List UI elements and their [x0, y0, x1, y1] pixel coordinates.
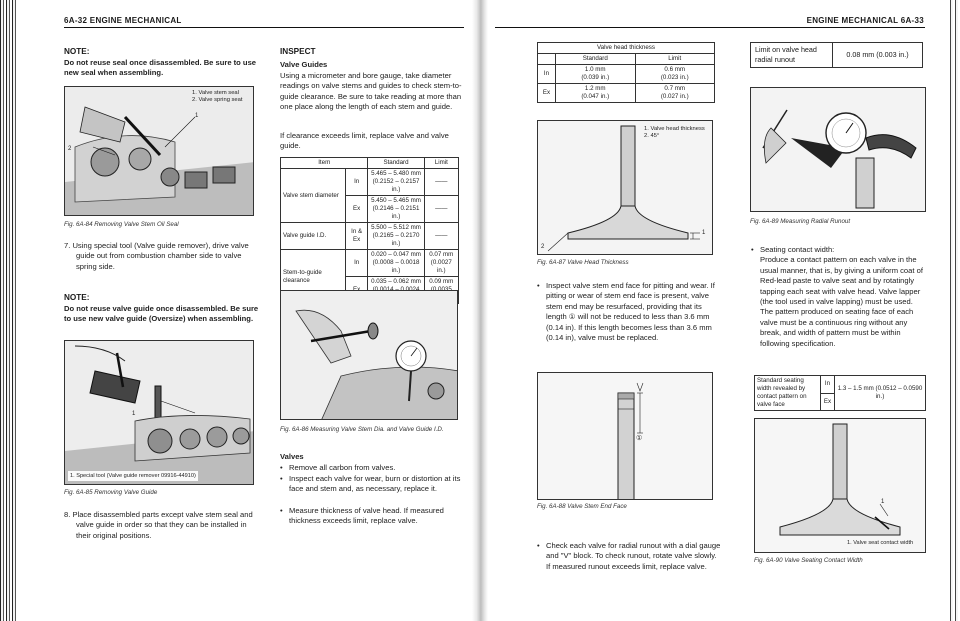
head-ex-std-mm: 1.2 mm — [584, 85, 606, 92]
stem-in-mm: 5.465 – 5.480 mm — [371, 170, 421, 177]
note1-title: NOTE: — [64, 47, 90, 56]
book-spine-left — [0, 0, 18, 621]
valve-guides-title: Valve Guides — [280, 60, 328, 69]
head-col-limit: Limit — [635, 54, 715, 65]
seat-table-label: Standard seating width revealed by contact pattern on valve face — [755, 376, 821, 411]
fig85-num1: 1 — [132, 411, 136, 417]
cell-ex: Ex — [345, 196, 368, 223]
page-header-left: 6A-32 ENGINE MECHANICAL — [64, 16, 182, 25]
fig88-illustration — [537, 372, 713, 500]
stem-in-limit: —— — [424, 169, 458, 196]
valve-head-thickness-table — [537, 42, 715, 103]
col-standard: Standard — [368, 158, 424, 169]
step7-text: 7. Using special tool (Valve guide remover), drive valve guide out from combustion chamber side to valve spring side. — [64, 241, 249, 271]
stem-in-in: (0.2152 – 0.2157 in.) — [372, 178, 420, 193]
valves-title: Valves — [280, 452, 304, 461]
header-rule-left — [64, 27, 464, 28]
note1-text: Do not reuse seal once disassembled. Be sure to use new seal when assembling. — [64, 58, 257, 78]
fig89-illustration — [750, 87, 926, 212]
head-in-lim-in: (0.023 in.) — [660, 74, 689, 81]
seat-row-ex: Ex — [821, 393, 835, 411]
head-ex-lim-in: (0.027 in.) — [660, 93, 689, 100]
head-col-standard: Standard — [556, 54, 636, 65]
guide-in: (0.2165 – 0.2170 in.) — [372, 232, 420, 247]
cl-in-in: (0.0008 – 0.0018 in.) — [372, 259, 420, 274]
valves-bullet3: • Measure thickness of valve head. If measured thickness exceeds limit, replace valve. — [289, 506, 465, 527]
bullet-radial-runout: • Check each valve for radial runout with a dial gauge and "V" block. To check runout, rotate valve slowly. If measured runout exceeds limit, replace valve. — [546, 541, 722, 572]
cell-in: In — [345, 250, 368, 277]
fig86-caption: Fig. 6A-86 Measuring Valve Stem Dia. and Valve Guide I.D. — [280, 426, 444, 433]
fig87-illustration — [537, 120, 713, 255]
head-in-std-mm: 1.0 mm — [584, 66, 606, 73]
fig85-illustration — [64, 340, 254, 485]
row-guide-id: Valve guide I.D. — [281, 223, 346, 250]
fig87-callout1: 1. Valve head thickness — [644, 126, 705, 132]
valves-bullet1: • Remove all carbon from valves. — [289, 463, 465, 473]
runout-limit-value: 0.08 mm (0.003 in.) — [833, 43, 923, 68]
valves-bullet2: • Inspect each valve for wear, burn or distortion at its face and stem and, as necessary, replace it. — [289, 474, 465, 495]
cl-in-lim-mm: 0.07 mm — [429, 251, 454, 258]
fig84-num1: 1 — [195, 113, 199, 119]
fig90-callout: 1. Valve seat contact width — [845, 538, 915, 548]
head-table-title: Valve head thickness — [538, 43, 715, 54]
fig84-caption: Fig. 6A-84 Removing Valve Stem Oil Seal — [64, 221, 179, 228]
page-header-right: ENGINE MECHANICAL 6A-33 — [806, 16, 924, 25]
head-in-lim-mm: 0.6 mm — [664, 66, 686, 73]
cl-in-lim-in: (0.0027 in.) — [430, 259, 452, 274]
fig87-callout2: 2. 45° — [644, 133, 660, 139]
head-row-in: In — [538, 65, 556, 84]
fig86-illustration — [280, 290, 458, 420]
book-gutter — [472, 0, 488, 621]
fig84-num2: 2 — [68, 146, 72, 152]
stem-ex-in: (0.2146 – 0.2151 in.) — [372, 205, 420, 220]
cell-in: In — [345, 169, 368, 196]
stem-guide-spec-table — [280, 157, 459, 304]
row-clearance: Stem-to-guide clearance — [281, 250, 346, 304]
head-in-std-in: (0.039 in.) — [581, 74, 610, 81]
bullet-seating-contact-width: • Seating contact width: Produce a contact pattern on each valve in the usual manner, that is, by giving a uniform coat of Red-lead paste to valve seat and by rotatingly tapping each seat with valve head. Valve lapper (the tool used in valve lapping) must be used. The pattern produced on seating face of each valve must be a continuous ring without any break, and width of pattern must be within following specification. — [760, 245, 928, 349]
bullet-stem-end-face: • Inspect valve stem end face for pitting and wear. If pitting or wear of stem end face is present, valve stem end may be resurfaced, providing that its length ① will not be reduced to less than 3.6 mm (0.14 in). If this length becomes less than 3.6 mm (0.14 in), valve must be replaced. — [546, 281, 722, 343]
fig87-num1: 1 — [702, 230, 706, 236]
fig88-num: ① — [636, 435, 643, 442]
fig90-illustration — [754, 418, 926, 553]
guide-mm: 5.500 – 5.512 mm — [371, 224, 421, 231]
fig89-caption: Fig. 6A-89 Measuring Radial Runout — [750, 218, 851, 225]
runout-limit-box — [750, 42, 923, 68]
col-item: Item — [281, 158, 368, 169]
valve-guides-text2: If clearance exceeds limit, replace valve and valve guide. — [280, 131, 449, 151]
inspect-title: INSPECT — [280, 47, 316, 56]
fig90-caption: Fig. 6A-90 Valve Seating Contact Width — [754, 557, 863, 564]
fig88-caption: Fig. 6A-88 Valve Stem End Face — [537, 503, 627, 510]
valve-guides-text: Using a micrometer and bore gauge, take diameter readings on valve stems and guides to check stem-to-guide clearance. Be sure to take reading at more than one place along the length of each stem and guide. — [280, 71, 462, 112]
note2-text: Do not reuse valve guide once disassembled. Be sure to use new valve guide (Oversize) when assembling. — [64, 304, 259, 324]
runout-limit-label: Limit on valve head radial runout — [751, 43, 833, 68]
seating-width-table — [754, 375, 926, 411]
fig90-num1: 1 — [881, 499, 885, 505]
cl-ex-lim-mm: 0.09 mm — [429, 278, 454, 285]
fig87-caption: Fig. 6A-87 Valve Head Thickness — [537, 259, 629, 266]
cl-ex-mm: 0.035 – 0.062 mm — [371, 278, 421, 285]
col-limit: Limit — [424, 158, 458, 169]
seat-row-in: In — [821, 376, 835, 394]
fig84-callout1: 1. Valve stem seal — [192, 90, 239, 96]
guide-limit: —— — [424, 223, 458, 250]
seat-table-value: 1.3 – 1.5 mm (0.0512 – 0.0590 in.) — [835, 376, 926, 411]
fig87-num2: 2 — [541, 244, 545, 250]
fig84-callout2: 2. Valve spring seat — [192, 97, 243, 103]
fig85-callout: 1. Special tool (Valve guide remover 09916-44910) — [68, 471, 198, 481]
stem-ex-limit: —— — [424, 196, 458, 223]
book-spine-right — [948, 0, 960, 621]
note2-title: NOTE: — [64, 293, 90, 302]
header-rule-right — [495, 27, 925, 28]
fig84-illustration — [64, 86, 254, 216]
cell-in-ex: In & Ex — [345, 223, 368, 250]
row-stem-diameter: Valve stem diameter — [281, 169, 346, 223]
stem-ex-mm: 5.450 – 5.465 mm — [371, 197, 421, 204]
head-ex-lim-mm: 0.7 mm — [664, 85, 686, 92]
cl-in-mm: 0.020 – 0.047 mm — [371, 251, 421, 258]
head-row-ex: Ex — [538, 84, 556, 103]
head-ex-std-in: (0.047 in.) — [581, 93, 610, 100]
step8-text: 8. Place disassembled parts except valve stem seal and valve guide in order so that they can be installed in their original positions. — [64, 510, 253, 540]
fig85-caption: Fig. 6A-85 Removing Valve Guide — [64, 489, 158, 496]
